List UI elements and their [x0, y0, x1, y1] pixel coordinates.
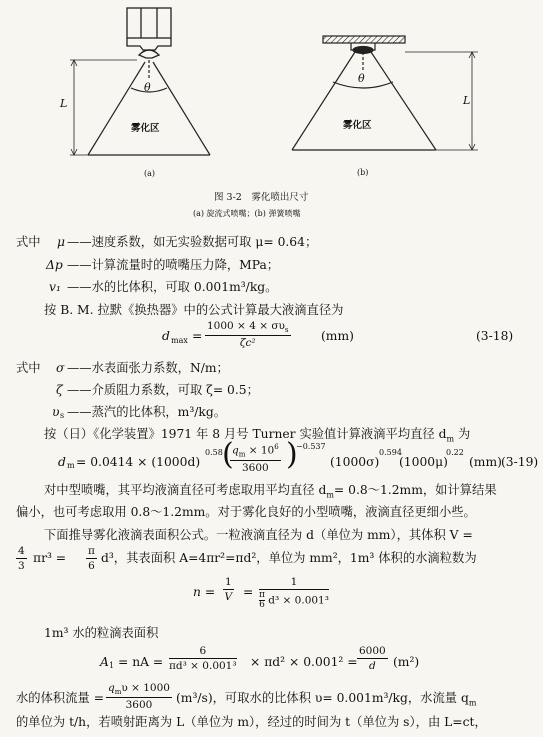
eq318-tag: (3-18) [476, 329, 514, 343]
eq-n-lhs: n = [193, 585, 216, 599]
paragraph-turner-text: 按（日）《化学装置》1971 年 8 月号 Turner 实验值计算液滴平均直径 d [44, 427, 447, 441]
eq-a-frac2-den: d [369, 660, 376, 672]
nozzle-b [323, 36, 405, 54]
paragraph-flow-b [176, 692, 476, 707]
frac-pi-six-num: π [88, 545, 95, 557]
eq318-lhs-sub: max [171, 336, 188, 345]
eq319-rparen: ) [286, 437, 298, 472]
v1-symbol: v₁ [49, 280, 61, 294]
paragraph-medium-nozzle [44, 484, 497, 499]
eq318-num-sub: s [284, 326, 289, 335]
v1-definition: ——水的比体积，可取 0.001m³/kg。 [67, 280, 278, 294]
angle-label-b: θ [358, 72, 365, 85]
eq319-tag: (3-19) [501, 455, 539, 469]
paragraph-derivation-a: πr³ = [33, 551, 67, 565]
paragraph-flow-a: 水的体积流量 = [16, 691, 104, 705]
eq319-exp3: 0.594 [379, 448, 402, 457]
mu-definition: ——速度系数，如无实验数据可取 μ= 0.64； [67, 235, 318, 249]
vs-symbol: υ [52, 405, 60, 419]
eq319-denominator: 3600 [241, 461, 269, 474]
figure-subcaption: (a) 旋流式喷嘴；(b) 弹簧喷嘴 [193, 209, 301, 218]
sigma-definition: ——水表面张力系数，N/m； [67, 361, 229, 375]
flow-fraction [106, 682, 172, 711]
eq-n-frac1-den: V [224, 591, 233, 603]
eq-a-frac1 [169, 645, 237, 672]
eq319-num-exp: 6 [274, 443, 279, 451]
paragraph-flow-sub: m [468, 698, 477, 708]
eq-n-inner-num: π [259, 590, 265, 600]
eq319-exp4: 0.22 [446, 448, 464, 457]
zeta-definition: ——介质阻力系数，可取 ζ= 0.5； [67, 383, 259, 397]
eq-n-frac2-den: d³ × 0.001³ [268, 594, 329, 607]
mu-symbol: μ [57, 235, 65, 249]
eq-n-frac1 [223, 576, 234, 603]
frac-pi-six [86, 545, 97, 572]
zone-label-b: 雾化区 [343, 120, 372, 131]
eq-n-inner-den: 6 [259, 600, 265, 610]
frac-four-thirds-num: 4 [18, 545, 25, 557]
eq-a-lhs: A [100, 655, 109, 669]
paragraph-distance: 的单位为 t/h，若喷射距离为 L（单位为 m），经过的时间为 t（单位为 s），由 L=ct， [16, 715, 487, 729]
eq-a-frac1-num: 6 [169, 645, 237, 659]
sigma-symbol: σ [56, 361, 65, 375]
angle-label-a: θ [144, 81, 151, 94]
eq319-num-q: q [232, 444, 239, 457]
eq-a-frac1-den: πd³ × 0.001³ [169, 660, 237, 672]
eq319-num-sub: m [238, 450, 246, 459]
sublabel-a: (a) [144, 169, 156, 178]
sublabel-b: (b) [357, 168, 369, 177]
eq319-lhs: d [58, 455, 66, 469]
paragraph-medium-text-b: = 0.8～1.2mm，如计算结果 [333, 483, 497, 497]
flow-num-rest: υ × 1000 [121, 682, 170, 694]
eq-n-frac2-num: 1 [259, 576, 329, 590]
eq318-fraction [205, 320, 291, 349]
length-label-b: L [463, 94, 471, 107]
paragraph-turner-end: 为 [458, 427, 471, 441]
zeta-symbol: ζ [56, 383, 63, 397]
eq319-exp2: −0.537 [296, 442, 326, 451]
nozzle-a [127, 8, 171, 58]
dp-definition: ——计算流量时的喷嘴压力降，MPa； [67, 258, 280, 272]
eq319-unit: (mm) [469, 455, 502, 469]
paragraph-medium-sub: m [326, 490, 334, 500]
eq319-lparen: ( [222, 437, 234, 472]
eq-a-lhs-sub: 1 [109, 661, 115, 670]
frac-four-thirds [16, 545, 27, 572]
paragraph-medium-line2: 偏小，也可考虑取用 0.8～1.2mm。对于雾化良好的小型喷嘴，液滴直径更细小些。 [16, 505, 476, 519]
length-label-a: L [60, 97, 68, 110]
flow-denominator: 3600 [125, 699, 153, 712]
eq319-part3: (1000μ) [399, 455, 448, 469]
eq-n-frac2 [259, 576, 329, 610]
eq-a-mid2: × πd² × 0.001² = [250, 655, 358, 669]
eq-a-frac2-num: 6000 [359, 645, 386, 657]
spray-cone-a [70, 60, 210, 155]
paragraph-turner [44, 428, 470, 443]
paragraph-derivation-b: d³，其表面积 A=4πr²=πd²，单位为 mm²，1m³ 体积的水滴粒数为 [101, 551, 477, 565]
eq319-part2: (1000σ) [330, 455, 380, 469]
defs1-lead: 式中 [16, 235, 41, 249]
eq-n-frac1-num: 1 [225, 576, 232, 588]
eq318-equals: = [192, 329, 203, 343]
figure-drawing [0, 0, 543, 200]
frac-four-thirds-den: 3 [18, 560, 25, 572]
spray-cone-b [292, 52, 478, 150]
eq-n-inner-frac [259, 591, 265, 610]
figure-caption: 图 3-2 雾化喷出尺寸 [214, 192, 309, 203]
frac-pi-six-den: 6 [88, 560, 95, 572]
eq-a-frac2 [357, 645, 388, 672]
eq319-num-rest: × 10 [245, 444, 275, 457]
eq-a-unit: (m²) [393, 655, 420, 669]
eq318-numerator: 1000 × 4 × συ [207, 320, 285, 332]
paragraph-turner-sub: m [446, 434, 455, 444]
eq318-denominator: ζc² [239, 337, 256, 350]
flow-num-sub: m [114, 688, 122, 697]
dp-symbol: Δp [46, 258, 63, 272]
eq318-unit: (mm) [321, 329, 354, 343]
eq-a-mid: = nA = [118, 655, 164, 669]
eq-n-equals: = [243, 585, 254, 599]
zone-label-a: 雾化区 [131, 123, 160, 134]
paragraph-flow-b-text: (m³/s)，可取水的比体积 υ= 0.001m³/kg，水流量 q [176, 691, 469, 705]
eq319-part1: = 0.0414 × (1000d) [76, 455, 201, 469]
eq319-lhs-sub: m [67, 461, 75, 470]
paragraph-medium-text: 对中型喷嘴，其平均液滴直径可考虑取用平均直径 d [44, 483, 327, 497]
eq319-exp1: 0.58 [205, 448, 223, 457]
vs-definition: ——蒸汽的比体积，m³/kg。 [67, 405, 227, 419]
paragraph-lamo: 按 B. M. 拉默《换热器》中的公式计算最大液滴直径为 [44, 303, 344, 317]
flow-num-q: q [108, 682, 115, 694]
eq319-fraction [230, 443, 281, 474]
defs2-lead: 式中 [16, 361, 41, 375]
vs-subscript: s [60, 411, 65, 420]
paragraph-derivation: 下面推导雾化液滴表面积公式。一粒液滴直径为 d（单位为 mm），其体积 V = [44, 528, 473, 542]
paragraph-surface-area: 1m³ 水的粒滴表面积 [44, 626, 159, 640]
eq318-lhs: d [162, 329, 170, 343]
